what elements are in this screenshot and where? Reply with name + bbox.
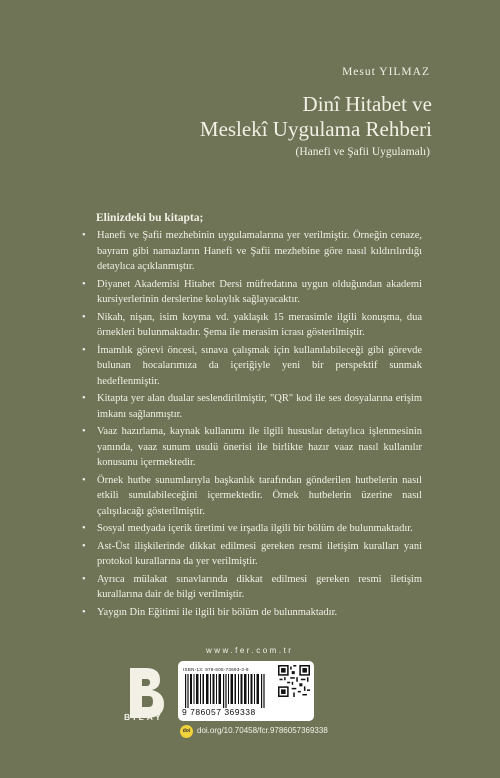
title-line-2: Meslekî Uygulama Rehberi (199, 117, 432, 141)
list-item: • Nikah, nişan, isim koyma vd. yaklaşık 15 merasimle ilgili konuşma, dua örnekleri bulunmaktadır. Şema ile merasim icrası gösterilmiştir. (82, 310, 422, 341)
barcode-number: 9 786057 369338 (182, 707, 256, 717)
list-item: • Diyanet Akademisi Hitabet Dersi müfredatına uygun olduğundan akademi kursiyerlerinin derslerine kolaylık sağlayacaktır. (82, 277, 422, 308)
list-item: • Vaaz hazırlama, kaynak kullanımı ile ilgili hususlar detaylıca işlenmesinin yanında, vaaz sunum usulü önerisi ile birlikte hazır vaaz nasıl kullanılır konusunu içermektedir. (82, 424, 422, 471)
list-item: • Hanefi ve Şafii mezhebinin uygulamalarına yer verilmiştir. Örneğin cenaze, bayram gibi namazların Hanefi ve Şafii mezhebine göre nasıl kıldırılırdığı detaylıca açıklanmıştır. (82, 228, 422, 275)
website-url: www.fer.com.tr (206, 646, 294, 655)
list-item: • İmamlık görevi öncesi, sınava çalışmak için kullanılabileceği gibi görevde bulunan hocalarımıza da içeriğiyle yeni bir perspektif sunmak hedeflenmiştir. (82, 343, 422, 390)
author-name: Mesut YILMAZ (342, 66, 430, 78)
barcode-icon (185, 674, 265, 708)
list-item: • Yaygın Din Eğitimi ile ilgili bir bölüm de bulunmaktadır. (82, 605, 422, 621)
isbn-label: ISBN-13: 978-605-73693-3-8 (183, 667, 249, 672)
doi-badge-icon: doi (180, 725, 193, 738)
list-item: • Örnek hutbe sunumlarıyla başkanlık tarafından gönderilen hutbelerin nasıl etkili sunulabileceğini içermektedir. Örnek hutbelerin üzerine nasıl çalışılacağı gösterilmiştir. (82, 473, 422, 520)
list-item: • Sosyal medyada içerik üretimi ve irşadla ilgili bir bölüm de bulunmaktadır. (82, 521, 422, 537)
qr-code-icon[interactable] (278, 665, 310, 697)
publisher-name: BİLAY (124, 712, 164, 722)
list-item: • Kitapta yer alan dualar seslendirilmiştir, "QR" kod ile ses dosyalarına erişim imkanı sağlanmıştır. (82, 391, 422, 422)
book-subtitle: (Hanefi ve Şafii Uygulamalı) (295, 146, 430, 158)
title-line-1: Dinî Hitabet ve (302, 92, 432, 116)
list-item: • Ayrıca mülakat sınavlarında dikkat edilmesi gereken resmi iletişim kurallarına dair de bilgi verilmiştir. (82, 572, 422, 603)
list-item: • Ast-Üst ilişkilerinde dikkat edilmesi gereken resmi iletişim kuralları yani protokol kurallarına da yer verilmiştir. (82, 539, 422, 570)
doi-link[interactable]: doi.org/10.70458/fcr.9786057369338 (197, 726, 328, 735)
intro-heading: Elinizdeki bu kitapta; (96, 212, 204, 224)
book-title (200, 92, 432, 142)
feature-list (82, 228, 422, 622)
